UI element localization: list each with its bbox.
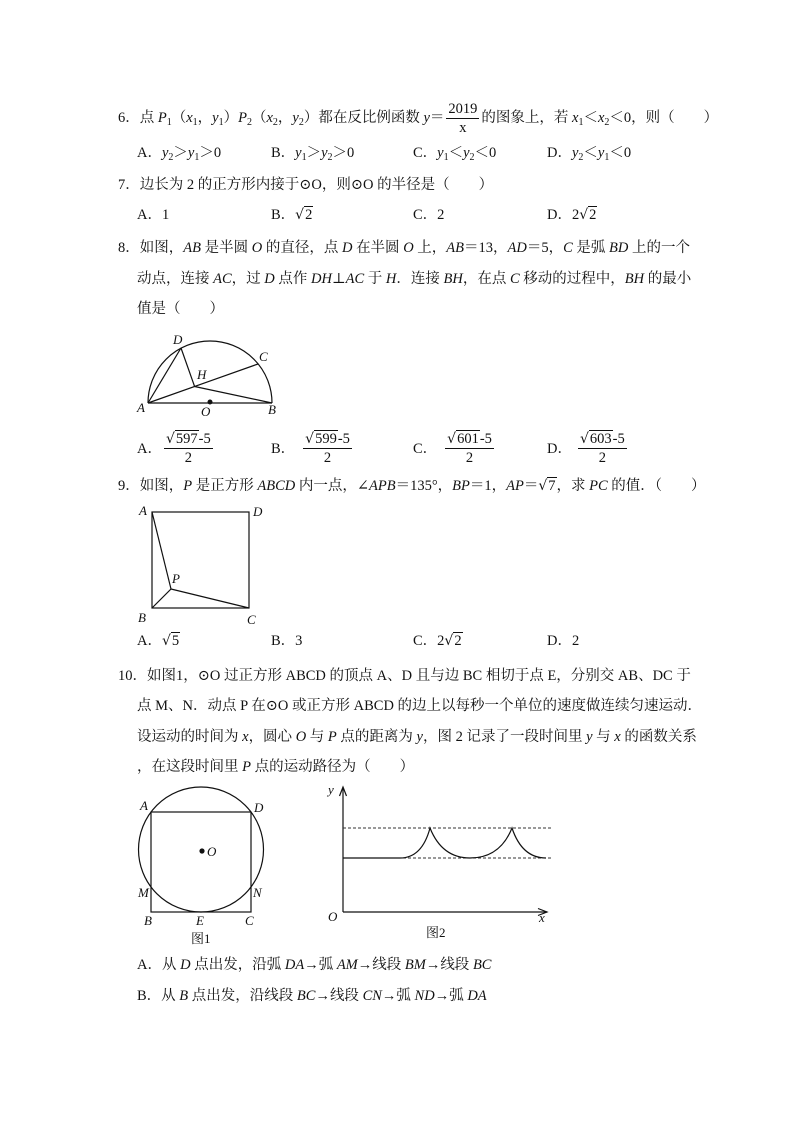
subscript: 1 [443, 152, 449, 163]
subscript: 2 [298, 116, 304, 128]
math-var: x [614, 729, 621, 745]
radical-sign: √ [165, 431, 175, 447]
label-o: O [201, 404, 211, 419]
q9-stem [118, 476, 706, 496]
option-label: D． [547, 440, 572, 457]
relation: ＞0 [332, 145, 355, 161]
math-var: O [403, 240, 414, 256]
subscript: 1 [194, 152, 200, 163]
label-d: D [173, 332, 183, 347]
q10-option-a [137, 955, 491, 975]
q10-text: ，圆心 [248, 729, 296, 745]
q6-text: 6．点 [118, 109, 158, 126]
coefficient: 2 [437, 633, 445, 649]
math-var: y [586, 729, 593, 745]
radical-sign: √ [161, 633, 171, 649]
subscript: 1 [192, 116, 198, 128]
radicand: 2 [589, 207, 597, 223]
q9-option-c [413, 631, 463, 651]
fraction-numerator [303, 431, 352, 449]
label-c: C [247, 612, 256, 627]
q9-text: 的值．（ ） [607, 478, 706, 494]
math-var: C [509, 271, 520, 287]
q9-option-b [271, 631, 302, 651]
subscript: 1 [301, 152, 307, 163]
option-label: B． [271, 633, 296, 649]
q10-text: →线段 [357, 957, 405, 973]
math-var: BD [609, 240, 629, 256]
math-var: DA [467, 988, 487, 1004]
radical-sign: √ [538, 478, 548, 494]
equals-sign: ＝ [429, 109, 445, 126]
radical-sign: √ [444, 633, 454, 649]
q8-text: 的直径，点 [262, 240, 342, 256]
math-var: BC [296, 988, 316, 1004]
label-b: B [144, 913, 152, 928]
math-var: APB [369, 478, 396, 494]
math-var: D [341, 240, 353, 256]
label-c: C [245, 913, 254, 928]
q7-option-c [413, 205, 444, 225]
q10-text: 设运动的时间为 [137, 729, 243, 745]
coefficient: 2 [571, 207, 580, 223]
math-var: DH [311, 271, 332, 287]
equals-sign: ＝ [523, 478, 539, 494]
q10-stem-line4 [137, 757, 414, 777]
subscript: 1 [218, 116, 224, 128]
q9-text: ＝1， [469, 478, 507, 494]
fraction-numerator [578, 431, 627, 449]
radical-sign: √ [579, 431, 589, 447]
q8-text: ＝13， [464, 240, 508, 256]
q10-text: →弧 [304, 957, 337, 973]
fraction-numerator: 2019 [448, 101, 478, 117]
q10-stem-line1: 10．如图1，⊙O 过正方形 ABCD 的顶点 A、D 且与边 BC 相切于点 E，分别交 AB、DC 于 [118, 668, 691, 684]
q6-text: ＜0，则（ ） [609, 109, 719, 126]
q8-option-b [271, 431, 354, 466]
q8-option-d [547, 431, 629, 466]
fraction-denominator: 2 [465, 450, 474, 466]
q7-option-a [137, 205, 169, 225]
q8-option-c [413, 431, 496, 466]
subscript: 2 [327, 152, 333, 163]
q10-text: 与 [306, 729, 328, 745]
math-var: AC [213, 271, 232, 287]
q9-text: 是正方形 [192, 478, 258, 494]
radicand: 2 [305, 207, 313, 223]
q10-text: A．从 [137, 957, 181, 973]
fraction [303, 431, 352, 466]
math-var: AP [506, 478, 524, 494]
var-y: y [597, 145, 605, 161]
math-var: B [179, 988, 189, 1004]
var-y: y [437, 145, 444, 161]
segment-cp [171, 589, 249, 608]
label-h: H [197, 367, 207, 382]
option-label: A． [137, 145, 162, 161]
math-var: P [242, 759, 251, 775]
q6-stem [118, 101, 718, 136]
var-y: y [321, 145, 328, 161]
q6-option-a [137, 143, 221, 168]
math-var: BH [443, 271, 463, 287]
radicand: 597 [175, 431, 198, 447]
math-var: D [264, 271, 275, 287]
segment-ad [148, 348, 181, 403]
math-var: x [242, 729, 249, 745]
segment-bp [152, 589, 171, 608]
option-value: 2 [437, 207, 445, 223]
q8-text: 于 [364, 271, 386, 287]
var-y: y [571, 145, 579, 161]
q10-stem-line2: 点 M、N．动点 P 在⊙O 或正方形 ABCD 的边上以每秒一个单位的速度做连续匀速运动． [137, 698, 703, 714]
var-y: y [423, 109, 430, 126]
q6-option-b [271, 143, 354, 168]
q7-option-d [547, 205, 597, 225]
q10-text: 点出发，沿弧 [190, 957, 285, 973]
q8-text: ．连接 [396, 271, 444, 287]
option-label: D． [547, 207, 572, 223]
label-a: A [139, 503, 147, 518]
var-p: P [157, 109, 167, 126]
q10-text: →弧 [381, 988, 415, 1004]
fraction-numerator [164, 431, 213, 449]
relation: ＞0 [199, 145, 222, 161]
subscript: 2 [578, 152, 584, 163]
q6-text: ） [223, 109, 239, 126]
var-x: x [597, 109, 605, 126]
option-value: 1 [161, 207, 170, 223]
q6-text: 的图象上，若 [481, 109, 573, 126]
math-var: H [385, 271, 397, 287]
math-var: ABCD [257, 478, 296, 494]
q8-text: ，过 [231, 271, 265, 287]
segment-bh [195, 387, 272, 404]
q10-text: 点出发，沿线段 [188, 988, 297, 1004]
q8-text: 移动的过程中， [519, 271, 625, 287]
q8-text: 是弧 [572, 240, 610, 256]
q10-text: B．从 [137, 988, 180, 1004]
less-than: ＜ [583, 109, 598, 126]
math-var: AC [345, 271, 365, 287]
radicand: 2 [454, 633, 462, 649]
option-label: B． [271, 207, 296, 223]
relation: ＜0 [609, 145, 632, 161]
q9-text: ＝135°， [395, 478, 453, 494]
q9-text: 内一点，∠ [295, 478, 369, 494]
var-y: y [295, 145, 302, 161]
math-var: O [251, 240, 263, 256]
q8-text: 的最小 [644, 271, 692, 287]
q9-option-a [137, 631, 180, 651]
q6-text: ， [197, 109, 213, 126]
q10-text: ，在这段时间里 [137, 759, 243, 775]
math-var: AB [183, 240, 201, 256]
var-y: y [292, 109, 299, 126]
fraction [164, 431, 213, 466]
radicand: 7 [548, 478, 556, 494]
label-d: D [254, 800, 264, 815]
math-var: AB [446, 240, 465, 256]
relation: ＞ [306, 145, 322, 161]
option-label: C． [413, 145, 438, 161]
math-var: P [183, 478, 193, 494]
q8-stem-line2 [137, 269, 691, 289]
math-var: PC [589, 478, 608, 494]
q10-text: 与 [592, 729, 615, 745]
q10-text: →弧 [434, 988, 468, 1004]
math-var: BH [624, 271, 645, 287]
segment-dh [181, 348, 195, 387]
fraction-denominator: 2 [598, 450, 606, 466]
label-b: B [138, 610, 146, 625]
q8-option-a [137, 431, 215, 466]
q7-option-b [271, 205, 313, 225]
var-y: y [212, 109, 219, 126]
var-y: y [463, 145, 470, 161]
q9-option-d [547, 631, 579, 651]
var-x: x [186, 109, 193, 126]
option-label: C． [413, 440, 438, 457]
fraction-denominator: x [459, 120, 467, 136]
q10-text: 的函数关系 [620, 729, 697, 745]
q10-option-b [137, 986, 487, 1006]
fraction [445, 431, 494, 466]
subscript: 1 [166, 116, 172, 128]
label-d: D [253, 504, 263, 519]
relation: ＞ [173, 145, 188, 161]
option-label: A． [137, 440, 162, 457]
label-n: N [253, 885, 262, 900]
q8-text: 动点，连接 [137, 271, 214, 287]
q10-text: →线段 [315, 988, 363, 1004]
radicand: 5 [171, 633, 180, 649]
label-e: E [196, 913, 204, 928]
segment-ap [152, 512, 171, 589]
math-var: P [327, 729, 337, 745]
subscript: 1 [578, 116, 584, 128]
subscript: 1 [604, 152, 610, 163]
minus-term: -5 [337, 431, 350, 447]
option-value: 3 [295, 633, 303, 649]
math-var: O [295, 729, 307, 745]
fraction-numerator [445, 431, 494, 449]
var-y: y [187, 145, 195, 161]
label-c: C [259, 349, 268, 364]
q10-text: →线段 [425, 957, 473, 973]
option-label: B． [271, 440, 296, 457]
math-var: y [416, 729, 423, 745]
var-p: P [238, 109, 247, 126]
q9-figure [130, 500, 270, 630]
relation: ＜ [583, 145, 598, 161]
math-var: ND [414, 988, 435, 1004]
math-var: AM [336, 957, 358, 973]
math-var: AD [507, 240, 527, 256]
option-label: D． [547, 633, 572, 649]
q8-stem-line1 [118, 238, 690, 258]
q6-text: （ [251, 109, 267, 126]
q10-stem-line3 [137, 727, 697, 747]
math-var: CN [362, 988, 382, 1004]
q8-text: ，在点 [462, 271, 510, 287]
perpendicular-symbol: ⊥ [331, 271, 346, 287]
minus-term: -5 [479, 431, 492, 447]
option-value: 2 [571, 633, 580, 649]
radicand: 603 [589, 431, 612, 447]
subscript: 2 [604, 116, 610, 128]
var-y: y [161, 145, 169, 161]
fraction-2019-over-x [446, 101, 479, 136]
q6-option-c [413, 143, 496, 168]
q8-text: 8．如图， [118, 240, 184, 256]
option-label: A． [137, 633, 162, 649]
relation: ＜0 [474, 145, 497, 161]
label-p: P [172, 571, 180, 586]
q10-figure1 [130, 780, 275, 945]
radical-sign: √ [305, 431, 315, 447]
subscript: 2 [246, 116, 252, 128]
q8-text: 上， [413, 240, 447, 256]
q7-stem: 7．边长为 2 的正方形内接于⊙O，则⊙O 的半径是（ ） [118, 177, 494, 193]
q8-text: 是半圆 [200, 240, 252, 256]
radical-sign: √ [447, 431, 457, 447]
axis-label-x: x [539, 910, 545, 925]
math-var: DA [284, 957, 305, 973]
q10-text: 点的运动路径为（ ） [250, 759, 415, 775]
label-o: O [207, 844, 217, 859]
q8-text: ＝5， [526, 240, 564, 256]
label-a: A [140, 798, 148, 813]
relation: ＜ [448, 145, 464, 161]
q10-figure2 [320, 778, 555, 940]
option-label: A． [137, 207, 162, 223]
origin-label: O [328, 909, 338, 924]
math-var: BM [404, 957, 426, 973]
q8-stem-line3: 值是（ ） [137, 301, 224, 317]
q10-text: 点的距离为 [336, 729, 417, 745]
q9-text: 9．如图， [118, 478, 184, 494]
math-var: BC [472, 957, 492, 973]
q8-text: 在半圆 [352, 240, 404, 256]
square-abcd [151, 812, 251, 912]
math-var: D [180, 957, 191, 973]
var-x: x [266, 109, 273, 126]
q9-text: ，求 [556, 478, 590, 494]
fraction-denominator: 2 [184, 450, 192, 466]
radicand: 599 [315, 431, 337, 447]
option-label: C． [413, 633, 438, 649]
option-label: D． [547, 145, 572, 161]
q10-text: ，图 2 记录了一段时间里 [422, 729, 587, 745]
axis-label-y: y [328, 782, 334, 797]
fraction-denominator: 2 [323, 450, 332, 466]
label-b: B [268, 402, 276, 417]
minus-term: -5 [198, 431, 211, 447]
math-var: BP [452, 478, 470, 494]
subscript: 2 [272, 116, 278, 128]
radical-sign: √ [295, 207, 305, 223]
label-a: A [137, 400, 145, 415]
q8-text: 点作 [274, 271, 312, 287]
distance-curve [343, 828, 546, 858]
q6-option-d [547, 143, 631, 168]
q6-text: ， [277, 109, 293, 126]
q8-text: 上的一个 [628, 240, 690, 256]
option-label: B． [271, 145, 296, 161]
subscript: 2 [469, 152, 475, 163]
figure2-caption: 图2 [426, 925, 446, 940]
fraction [578, 431, 627, 466]
option-label: C． [413, 207, 438, 223]
radical-sign: √ [579, 207, 589, 223]
minus-term: -5 [612, 431, 625, 447]
radicand: 601 [457, 431, 479, 447]
q6-text: （ [171, 109, 187, 126]
label-m: M [138, 885, 149, 900]
var-x: x [572, 109, 579, 126]
math-var: C [563, 240, 573, 256]
q8-figure [130, 328, 290, 423]
q6-text: ）都在反比例函数 [303, 109, 424, 126]
center-point-o [199, 848, 204, 853]
subscript: 2 [168, 152, 174, 163]
figure1-caption: 图1 [191, 931, 211, 946]
